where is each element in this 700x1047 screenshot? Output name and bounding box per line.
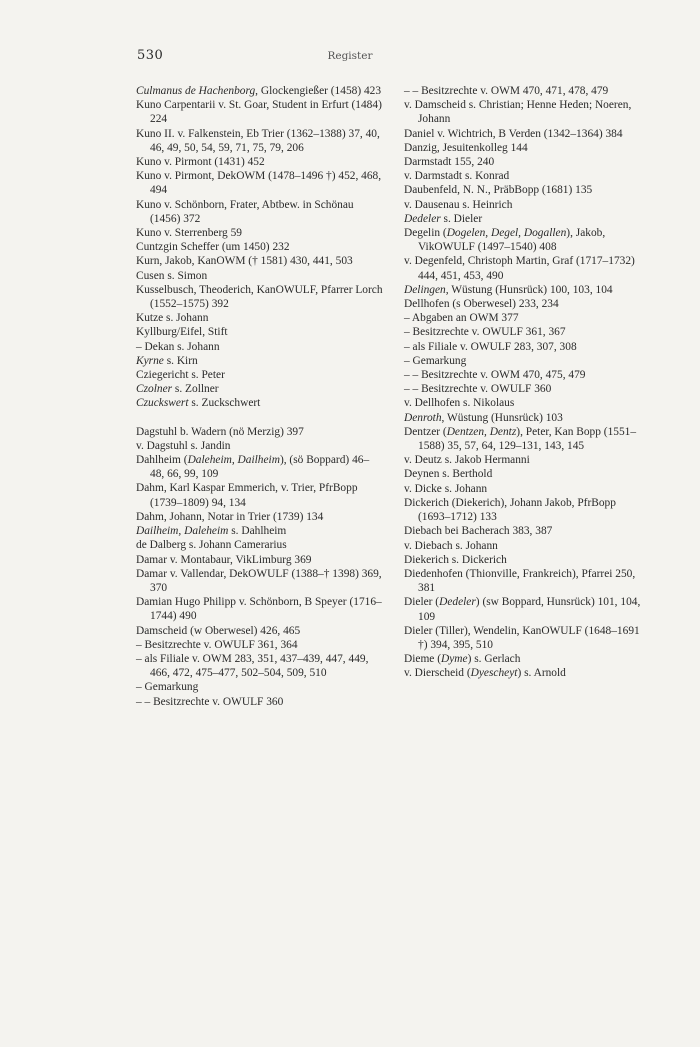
index-entry bbox=[136, 283, 383, 311]
index-entry bbox=[404, 198, 651, 212]
index-entry-text: v. Dellhofen s. Nikolaus bbox=[404, 397, 515, 410]
index-entry-text: Kuno II. v. Falkenstein, Eb Trier (1362–1388) 37, 40, 46, 49, 50, 54, 59, 71, 75, 79, 206 bbox=[136, 127, 380, 154]
index-column-right bbox=[404, 84, 651, 681]
index-entry bbox=[404, 226, 651, 254]
index-entry-text: – – Besitzrechte v. OWULF 360 bbox=[136, 695, 284, 708]
index-entry bbox=[136, 510, 383, 524]
index-entry-text: s. Dahlheim bbox=[228, 525, 287, 538]
index-entry-text: , Wüstung (Hunsrück) 103 bbox=[441, 411, 563, 424]
index-entry bbox=[404, 624, 651, 652]
index-entry-text: Kyllburg/Eifel, Stift bbox=[136, 326, 228, 339]
index-entry-text: de Dalberg s. Johann Camerarius bbox=[136, 539, 287, 552]
index-entry-text: Kuno v. Pirmont (1431) 452 bbox=[136, 156, 265, 169]
index-entry-text: – Dekan s. Johann bbox=[136, 340, 220, 353]
index-entry bbox=[404, 595, 651, 623]
index-entry bbox=[136, 340, 383, 354]
index-entry-text: – Besitzrechte v. OWULF 361, 364 bbox=[136, 638, 298, 651]
index-entry bbox=[404, 297, 651, 311]
index-entry bbox=[404, 553, 651, 567]
index-entry-text: ), Peter, Kan Bopp (1551–1588) 35, 57, 64, 129–131, 143, 145 bbox=[418, 425, 637, 453]
index-entry bbox=[404, 425, 651, 453]
index-entry-text: s. Zuckschwert bbox=[188, 397, 261, 410]
index-entry bbox=[404, 141, 651, 155]
index-entry bbox=[136, 453, 383, 481]
index-entry bbox=[136, 84, 383, 98]
index-entry-text: Daubenfeld, N. N., PräbBopp (1681) 135 bbox=[404, 184, 593, 197]
index-entry bbox=[136, 155, 383, 169]
index-entry-text: Dahm, Johann, Notar in Trier (1739) 134 bbox=[136, 510, 324, 523]
index-entry-text: Degelin ( bbox=[404, 227, 447, 240]
index-entry-text: ), (sö Boppard) 46–48, 66, 99, 109 bbox=[150, 454, 370, 481]
index-entry-italic-text: Delingen, bbox=[404, 283, 449, 296]
index-entry-text: Dieler ( bbox=[404, 596, 440, 609]
index-entry-italic-text: Dyescheyt bbox=[470, 667, 518, 680]
index-entry bbox=[404, 311, 651, 325]
index-entry-text: Darmstadt 155, 240 bbox=[404, 156, 495, 169]
index-entry-text: v. Degenfeld, Christoph Martin, Graf (1717–1732) 444, 451, 453, 490 bbox=[404, 255, 635, 282]
index-entry-italic-text: Culmanus de Hachenborg bbox=[136, 85, 256, 97]
index-entry-text: Kuno v. Sterrenberg 59 bbox=[136, 227, 242, 240]
index-entry-text: ), Jakob, VikOWULF (1497–1540) 408 bbox=[418, 227, 606, 254]
index-entry-text: Cziegericht s. Peter bbox=[136, 369, 225, 382]
index-entry-text: ) s. Arnold bbox=[517, 667, 566, 680]
index-entry bbox=[404, 368, 651, 382]
index-entry-text: ) (sw Boppard, Hunsrück) 101, 104, 109 bbox=[418, 596, 641, 623]
index-entry-text: – – Besitzrechte v. OWM 470, 471, 478, 479 bbox=[404, 85, 609, 97]
index-entry bbox=[136, 680, 383, 694]
index-entry bbox=[136, 325, 383, 339]
index-entry-text: Dieme ( bbox=[404, 653, 442, 666]
index-entry-italic-text: Dedeler bbox=[439, 596, 476, 609]
index-entry-italic-text: Dogelen, Degel, Dogallen bbox=[446, 227, 567, 240]
index-entry bbox=[136, 439, 383, 453]
index-entry-text: ) s. Gerlach bbox=[467, 653, 521, 666]
index-entry-italic-text: Kyrne bbox=[136, 354, 164, 367]
index-entry-text: Deynen s. Berthold bbox=[404, 468, 493, 481]
index-entry bbox=[136, 553, 383, 567]
index-entry-text: Dellhofen (s Oberwesel) 233, 234 bbox=[404, 298, 559, 311]
index-entry-text: – – Besitzrechte v. OWM 470, 475, 479 bbox=[404, 369, 586, 382]
index-entry-text: Danzig, Jesuitenkolleg 144 bbox=[404, 141, 528, 154]
index-entry-text: v. Dierscheid ( bbox=[404, 667, 471, 680]
index-entry bbox=[136, 425, 383, 439]
index-entry bbox=[404, 467, 651, 481]
index-entry bbox=[404, 325, 651, 339]
index-entry bbox=[404, 212, 651, 226]
index-entry bbox=[136, 254, 383, 268]
index-entry bbox=[136, 98, 383, 126]
index-entry-text: Dahm, Karl Kaspar Emmerich, v. Trier, PfrBopp (1739–1809) 94, 134 bbox=[136, 482, 358, 509]
index-entry-text: Kuno Carpentarii v. St. Goar, Student in Erfurt (1484) 224 bbox=[136, 99, 382, 126]
index-entry-text: Damscheid (w Oberwesel) 426, 465 bbox=[136, 624, 301, 637]
index-entry bbox=[136, 524, 383, 538]
index-entry bbox=[404, 340, 651, 354]
index-entry bbox=[136, 169, 383, 197]
index-entry-italic-text: Dyme bbox=[441, 653, 468, 666]
running-title: Register bbox=[327, 50, 373, 62]
index-entry-text: v. Dagstuhl s. Jandin bbox=[136, 439, 231, 452]
index-entry bbox=[136, 624, 383, 638]
index-entry-text: Kutze s. Johann bbox=[136, 312, 209, 325]
index-entry bbox=[136, 481, 383, 509]
index-entry bbox=[404, 666, 651, 680]
index-entry bbox=[136, 269, 383, 283]
index-entry-text: s. Dieler bbox=[440, 212, 483, 225]
index-entry bbox=[404, 567, 651, 595]
index-entry-text: Diebach bei Bacherach 383, 387 bbox=[404, 525, 553, 538]
index-entry-text: Dagstuhl b. Wadern (nö Merzig) 397 bbox=[136, 425, 304, 438]
index-entry bbox=[404, 98, 651, 126]
index-entry bbox=[404, 382, 651, 396]
index-entry-text: – Besitzrechte v. OWULF 361, 367 bbox=[404, 326, 566, 339]
index-entry-text: Damian Hugo Philipp v. Schönborn, B Speyer (1716–1744) 490 bbox=[136, 596, 382, 623]
page-number: 530 bbox=[137, 48, 164, 63]
index-entry-text: – Abgaben an OWM 377 bbox=[404, 312, 519, 325]
index-entry-text: – – Besitzrechte v. OWULF 360 bbox=[404, 383, 552, 396]
index-entry-italic-text: Czuckswert bbox=[136, 397, 189, 410]
index-entry-text: Damar v. Montabaur, VikLimburg 369 bbox=[136, 553, 312, 566]
index-entry bbox=[136, 396, 383, 410]
index-entry bbox=[404, 183, 651, 197]
index-entry bbox=[136, 538, 383, 552]
index-entry bbox=[404, 496, 651, 524]
index-entry bbox=[404, 155, 651, 169]
index-entry-text: Damar v. Vallendar, DekOWULF (1388–† 1398) 369, 370 bbox=[136, 567, 382, 594]
index-entry bbox=[136, 638, 383, 652]
index-entry-text: , Glockengießer (1458) 423 bbox=[255, 85, 382, 97]
index-entry-text: Kurn, Jakob, KanOWM († 1581) 430, 441, 503 bbox=[136, 255, 353, 268]
index-entry bbox=[404, 354, 651, 368]
index-entry bbox=[136, 382, 383, 396]
index-entry-text: v. Damscheid s. Christian; Henne Heden; Noeren, Johann bbox=[404, 99, 632, 126]
index-entry bbox=[136, 240, 383, 254]
index-entry-text: Cuntzgin Scheffer (um 1450) 232 bbox=[136, 241, 290, 254]
index-entry bbox=[404, 84, 651, 98]
index-entry bbox=[404, 411, 651, 425]
index-entry bbox=[404, 127, 651, 141]
index-entry-italic-text: Czolner bbox=[136, 383, 173, 396]
index-entry bbox=[136, 226, 383, 240]
index-entry bbox=[404, 524, 651, 538]
index-entry bbox=[136, 198, 383, 226]
index-entry bbox=[136, 354, 383, 368]
index-entry-text: Cusen s. Simon bbox=[136, 269, 208, 282]
index-entry-text: Diedenhofen (Thionville, Frankreich), Pfarrei 250, 381 bbox=[404, 567, 636, 595]
index-entry-italic-text: Dailheim, Daleheim bbox=[136, 525, 229, 538]
index-entry-text: v. Darmstadt s. Konrad bbox=[404, 170, 510, 183]
index-entry-italic-text: Daleheim, Dailheim bbox=[187, 454, 280, 467]
index-entry bbox=[404, 539, 651, 553]
index-entry bbox=[404, 652, 651, 666]
index-entry-text: – Gemarkung bbox=[136, 681, 199, 694]
index-entry-text: v. Diebach s. Johann bbox=[404, 539, 498, 552]
index-column-left bbox=[136, 84, 383, 709]
index-entry-text: Wüstung (Hunsrück) 100, 103, 104 bbox=[448, 283, 613, 296]
index-entry bbox=[136, 652, 383, 680]
index-entry-italic-text: Dentzen, Dentz bbox=[446, 425, 517, 438]
index-entry-text: Kusselbusch, Theoderich, KanOWULF, Pfarrer Lorch (1552–1575) 392 bbox=[136, 283, 383, 311]
index-entry-text: Kuno v. Pirmont, DekOWM (1478–1496 †) 452, 468, 494 bbox=[136, 170, 382, 197]
index-entry-text: Daniel v. Wichtrich, B Verden (1342–1364) 384 bbox=[404, 127, 623, 140]
index-entry-text: s. Zollner bbox=[172, 383, 219, 396]
index-entry bbox=[404, 453, 651, 467]
index-entry-italic-text: Denroth bbox=[404, 411, 442, 424]
index-entry-text: – Gemarkung bbox=[404, 354, 467, 367]
index-entry-text: Dieler (Tiller), Wendelin, KanOWULF (1648–1691 †) 394, 395, 510 bbox=[404, 624, 640, 651]
index-entry bbox=[136, 567, 383, 595]
index-entry bbox=[404, 396, 651, 410]
index-entry-text: Dentzer ( bbox=[404, 425, 447, 438]
index-entry bbox=[136, 311, 383, 325]
index-entry-text: Dickerich (Diekerich), Johann Jakob, PfrBopp (1693–1712) 133 bbox=[404, 496, 616, 524]
index-entry bbox=[404, 482, 651, 496]
index-entry-text: – als Filiale v. OWULF 283, 307, 308 bbox=[404, 340, 577, 353]
index-entry bbox=[136, 127, 383, 155]
index-entry-text: Diekerich s. Dickerich bbox=[404, 553, 507, 566]
index-entry-italic-text: Dedeler bbox=[404, 212, 441, 225]
index-entry-text: Dahlheim ( bbox=[136, 454, 188, 467]
index-entry-text: v. Deutz s. Jakob Hermanni bbox=[404, 454, 530, 467]
index-entry bbox=[136, 595, 383, 623]
index-entry bbox=[404, 169, 651, 183]
index-entry-text: Kuno v. Schönborn, Frater, Abtbew. in Schönau (1456) 372 bbox=[136, 198, 354, 225]
index-entry-text: – als Filiale v. OWM 283, 351, 437–439, 447, 449, 466, 472, 475–477, 502–504, 509, 510 bbox=[136, 652, 369, 680]
index-entry-text: s. Kirn bbox=[163, 354, 198, 367]
index-entry-text: v. Dicke s. Johann bbox=[404, 482, 488, 495]
index-entry bbox=[404, 254, 651, 282]
index-entry bbox=[136, 695, 383, 709]
index-entry bbox=[136, 368, 383, 382]
index-entry-text: v. Dausenau s. Heinrich bbox=[404, 198, 513, 211]
index-entry bbox=[404, 283, 651, 297]
